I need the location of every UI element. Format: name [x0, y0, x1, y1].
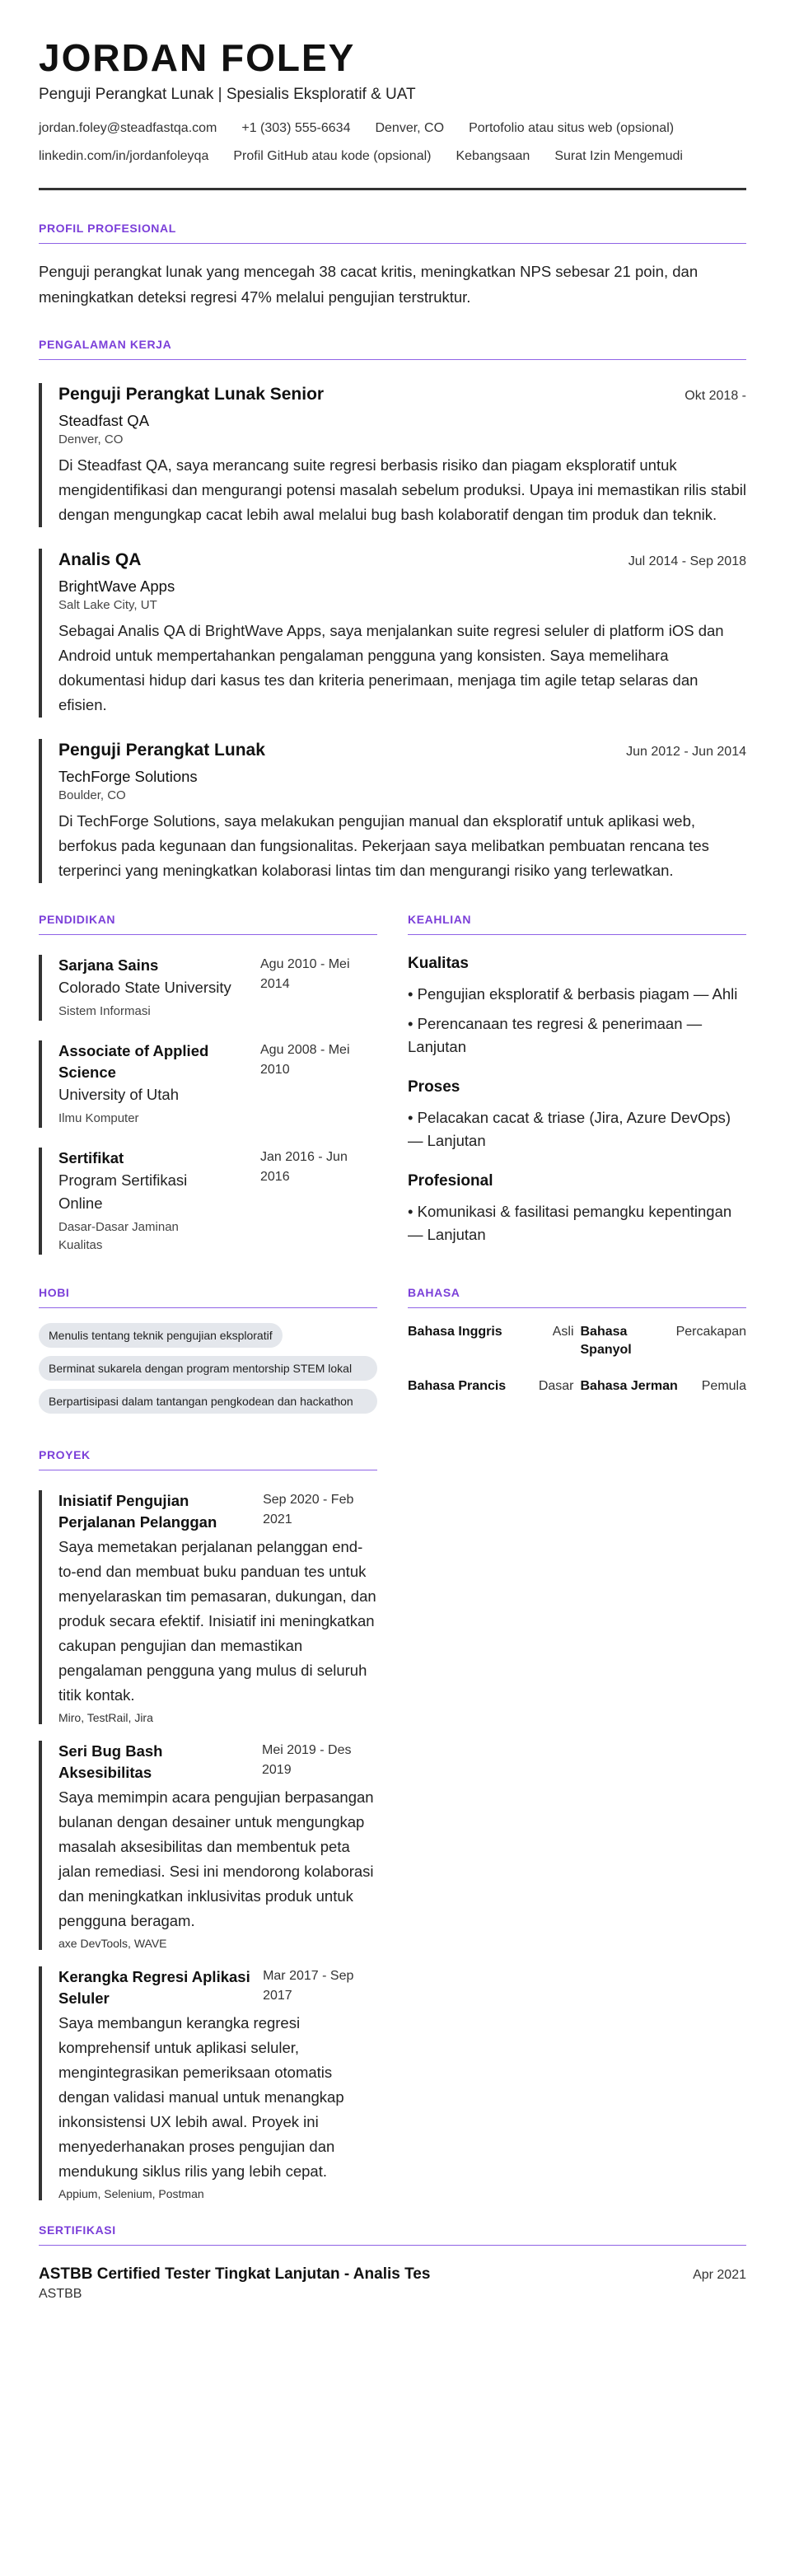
- job-title: Penguji Perangkat Lunak Senior: [58, 385, 325, 404]
- education-school: University of Utah: [58, 1086, 179, 1103]
- section-title-languages: BAHASA: [408, 1286, 746, 1308]
- contact-linkedin[interactable]: linkedin.com/in/jordanfoleyqa: [39, 149, 209, 163]
- contact-nationality: Kebangsaan: [456, 149, 530, 163]
- certification-issuer: ASTBB: [39, 2287, 82, 2301]
- contact-list: [39, 120, 746, 165]
- hobbies-section: [39, 1286, 377, 1414]
- education-skills-row: [39, 913, 746, 1274]
- project-description: Saya memetakan perjalanan pelanggan end-to-end dan membuat buku panduan tes untuk menyelaraskan tim pemasaran, dukungan, dan produk secara efektif. Inisiatif ini meningkatkan cakupan pengujian dan memastikan pengalaman pengguna yang mulus di seluruh titik kontak.: [58, 1538, 376, 1704]
- language-list: [408, 1323, 746, 1396]
- candidate-name: JORDAN FOLEY: [39, 36, 356, 79]
- job-company: TechForge Solutions: [58, 768, 198, 785]
- project-date: Sep 2020 - Feb 2021: [263, 1493, 354, 1526]
- hobbies-languages-row: [39, 1286, 746, 1414]
- job-location: Denver, CO: [58, 432, 124, 446]
- resume-header: [39, 36, 746, 190]
- language-name: Bahasa Spanyol: [580, 1325, 632, 1357]
- job-date: Jul 2014 - Sep 2018: [628, 554, 746, 568]
- education-field: Sistem Informasi: [58, 1004, 151, 1018]
- projects-section: [39, 1448, 377, 2200]
- language-level: Pemula: [701, 1379, 746, 1393]
- section-title-experience: PENGALAMAN KERJA: [39, 338, 746, 360]
- section-title-education: PENDIDIKAN: [39, 913, 377, 935]
- skills-section: [408, 913, 746, 1274]
- job-date: Okt 2018 -: [685, 389, 746, 403]
- education-date: Agu 2010 - Mei 2014: [260, 957, 350, 991]
- job-title: Penguji Perangkat Lunak: [58, 741, 265, 760]
- project-title: Seri Bug Bash Aksesibilitas: [58, 1742, 163, 1781]
- language-name: Bahasa Inggris: [408, 1325, 502, 1339]
- section-title-hobbies: HOBI: [39, 1286, 377, 1308]
- education-degree: Associate of Applied Science: [58, 1042, 209, 1081]
- contact-github[interactable]: Profil GitHub atau kode (opsional): [233, 149, 432, 163]
- summary-section: [39, 222, 746, 310]
- hobby-chip: Berminat sukarela dengan program mentorship STEM lokal: [39, 1356, 377, 1381]
- language-item: [581, 1323, 747, 1359]
- contact-driving-license: Surat Izin Mengemudi: [554, 149, 683, 163]
- project-date: Mei 2019 - Des 2019: [262, 1743, 352, 1777]
- hobby-list: [39, 1323, 377, 1414]
- project-title: Inisiatif Pengujian Perjalanan Pelanggan: [58, 1492, 217, 1531]
- header-divider: [39, 188, 746, 190]
- job-entry: [39, 739, 746, 883]
- job-description: Di TechForge Solutions, saya melakukan pengujian manual dan eksploratif untuk aplikasi web, berfokus pada kegunaan dan fungsionalitas. Pekerjaan saya melibatkan pembuatan rencana tes terperinci yang meningkatkan kolaborasi lintas tim dan mengurangi risiko yang terlewatkan.: [58, 812, 709, 879]
- certification-date: Apr 2021: [693, 2268, 746, 2282]
- education-degree: Sertifikat: [58, 1149, 124, 1166]
- project-tools: Miro, TestRail, Jira: [58, 1711, 153, 1724]
- skill-item: • Perencanaan tes regresi & penerimaan — Lanjutan: [408, 1015, 703, 1055]
- summary-text: Penguji perangkat lunak yang mencegah 38 cacat kritis, meningkatkan NPS sebesar 21 poin, dan meningkatkan deteksi regresi 47% melalui pengujian terstruktur.: [39, 263, 699, 306]
- skill-group-title: Profesional: [408, 1172, 493, 1190]
- job-description: Di Steadfast QA, saya merancang suite regresi berbasis risiko dan piagam eksploratif untuk mengidentifikasi dan mengurangi potensi masalah sebelum produksi. Upaya ini memastikan rilis stabil dengan mengungkap cacat lebih awal melalui bug bash kolaboratif dengan tim produk dan teknik.: [58, 456, 746, 523]
- certifications-section: [39, 2223, 746, 2302]
- section-title-certifications: SERTIFIKASI: [39, 2223, 746, 2246]
- job-company: Steadfast QA: [58, 412, 150, 429]
- education-date: Jan 2016 - Jun 2016: [260, 1150, 348, 1184]
- language-item: [408, 1377, 574, 1396]
- skill-group-title: Kualitas: [408, 955, 469, 972]
- education-entry: [39, 955, 377, 1021]
- education-section: [39, 913, 377, 1274]
- section-title-projects: PROYEK: [39, 1448, 377, 1470]
- education-field: Dasar-Dasar Jaminan Kualitas: [58, 1220, 179, 1252]
- education-field: Ilmu Komputer: [58, 1111, 139, 1125]
- job-entry: [39, 549, 746, 718]
- candidate-headline: Penguji Perangkat Lunak | Spesialis Eksploratif & UAT: [39, 86, 416, 103]
- hobby-chip: Berpartisipasi dalam tantangan pengkodean dan hackathon: [39, 1389, 377, 1414]
- job-entry: [39, 383, 746, 527]
- project-tools: axe DevTools, WAVE: [58, 1937, 167, 1950]
- experience-section: [39, 338, 746, 883]
- language-item: [408, 1323, 574, 1359]
- language-item: [581, 1377, 747, 1396]
- education-school: Program Sertifikasi Online: [58, 1171, 188, 1212]
- certification-entry: [39, 2265, 746, 2302]
- project-description: Saya membangun kerangka regresi komprehensif untuk aplikasi seluler, mengintegrasikan pemeriksaan otomatis dengan validasi manual untuk menangkap inkonsistensi UX lebih awal. Proyek ini menyederhanakan proses pengujian dan mendukung siklus rilis yang lebih cepat.: [58, 2014, 344, 2180]
- skill-group: [408, 1172, 746, 1246]
- skill-item: • Pelacakan cacat & triase (Jira, Azure DevOps) — Lanjutan: [408, 1109, 731, 1149]
- project-entry: [39, 1741, 377, 1950]
- job-location: Salt Lake City, UT: [58, 598, 157, 612]
- language-level: Asli: [552, 1325, 574, 1339]
- contact-portfolio[interactable]: Portofolio atau situs web (opsional): [469, 121, 675, 135]
- job-location: Boulder, CO: [58, 788, 126, 802]
- education-entry: [39, 1040, 377, 1128]
- hobby-chip: Menulis tentang teknik pengujian eksploratif: [39, 1323, 283, 1348]
- education-school: Colorado State University: [58, 979, 231, 996]
- skill-item: • Pengujian eksploratif & berbasis piagam — Ahli: [408, 985, 738, 1003]
- certification-name: ASTBB Certified Tester Tingkat Lanjutan - Analis Tes: [39, 2265, 431, 2283]
- education-entry: [39, 1148, 377, 1255]
- education-degree: Sarjana Sains: [58, 956, 159, 974]
- skill-group: [408, 955, 746, 1059]
- education-date: Agu 2008 - Mei 2010: [260, 1043, 350, 1077]
- job-description: Sebagai Analis QA di BrightWave Apps, saya menjalankan suite regresi seluler di platform iOS dan Android untuk mempertahankan pengalaman pengguna yang konsisten. Saya memelihara dokumentasi hidup dari kasus tes dan kriteria penerimaan, menjaga tim agile tetap selaras dan efisien.: [58, 622, 724, 713]
- project-tools: Appium, Selenium, Postman: [58, 2187, 204, 2200]
- project-entry: [39, 1966, 377, 2200]
- job-title: Analis QA: [58, 550, 142, 569]
- language-name: Bahasa Prancis: [408, 1379, 507, 1393]
- contact-location: Denver, CO: [375, 121, 445, 135]
- job-date: Jun 2012 - Jun 2014: [626, 745, 746, 759]
- skill-group: [408, 1078, 746, 1152]
- project-entry: [39, 1490, 377, 1724]
- language-level: Dasar: [538, 1379, 574, 1393]
- section-title-summary: PROFIL PROFESIONAL: [39, 222, 746, 244]
- section-title-skills: KEAHLIAN: [408, 913, 746, 935]
- skill-group-title: Proses: [408, 1078, 460, 1096]
- project-title: Kerangka Regresi Aplikasi Seluler: [58, 1968, 250, 2007]
- contact-email[interactable]: jordan.foley@steadfastqa.com: [39, 121, 217, 135]
- language-name: Bahasa Jerman: [580, 1379, 678, 1393]
- project-description: Saya memimpin acara pengujian berpasangan bulanan dengan desainer untuk mengungkap masalah aksesibilitas dan membentuk peta jalan remediasi. Sesi ini mendorong kolaborasi dan meningkatkan inklusivitas produk untuk pengguna beragam.: [58, 1788, 374, 1929]
- skill-item: • Komunikasi & fasilitasi pemangku kepentingan — Lanjutan: [408, 1203, 732, 1243]
- languages-section: [408, 1286, 746, 1414]
- language-level: Percakapan: [675, 1325, 746, 1339]
- job-company: BrightWave Apps: [58, 577, 175, 595]
- project-date: Mar 2017 - Sep 2017: [263, 1969, 354, 2003]
- contact-phone[interactable]: +1 (303) 555-6634: [241, 121, 351, 135]
